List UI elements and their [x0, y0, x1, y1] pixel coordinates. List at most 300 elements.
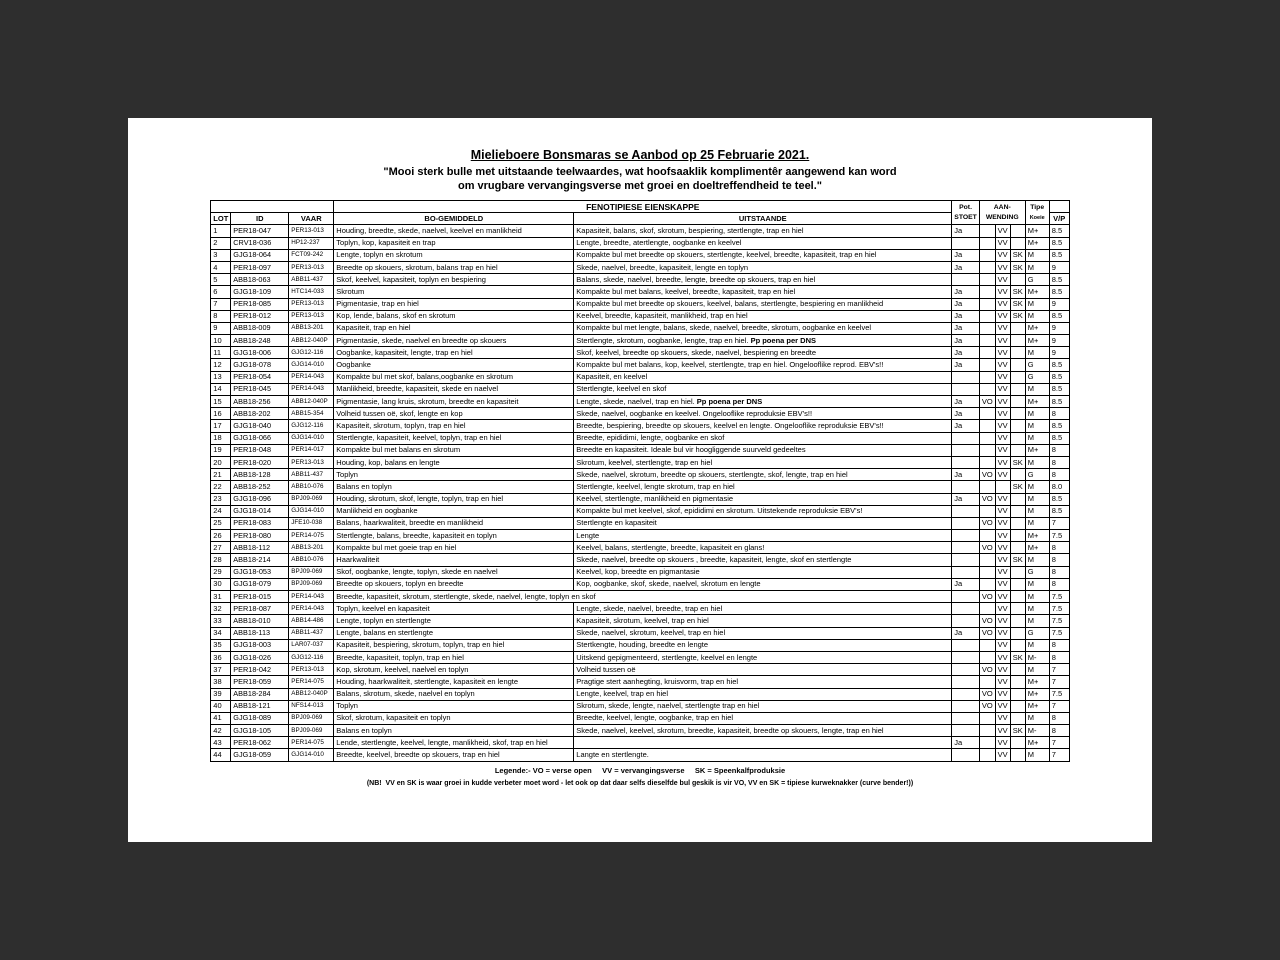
- tipe-koeie-cell: G: [1025, 274, 1049, 286]
- header-lot: LOT: [211, 213, 231, 225]
- lot-cell: 8: [211, 310, 231, 322]
- tipe-koeie-cell: G: [1025, 469, 1049, 481]
- id-cell: PER18-045: [231, 383, 289, 395]
- vp-cell: 8: [1049, 725, 1069, 737]
- uitstaande-text: Lengte, keelvel, trap en hiel: [576, 689, 669, 699]
- table-row: [211, 396, 1069, 408]
- id-cell: ABB18-252: [231, 481, 289, 493]
- vv-cell: VV: [995, 322, 1010, 334]
- vaar-cell: GJG12-116: [289, 651, 334, 663]
- bo-gemiddeld-cell: Volheid tussen oë, skof, lengte en kop: [334, 408, 574, 420]
- id-cell: PER18-085: [231, 298, 289, 310]
- vaar-cell: HP12-237: [289, 237, 334, 249]
- uitstaande-text: Stertlengte en kapasiteit: [576, 518, 657, 528]
- stoet-cell: [952, 554, 980, 566]
- table-row: [211, 249, 1069, 261]
- vo-cell: [979, 432, 995, 444]
- vv-cell: VV: [995, 286, 1010, 298]
- tipe-koeie-cell: M: [1025, 249, 1049, 261]
- uitstaande-text: Skede, naelvel, breedte op skouers , breedte, kapasiteit, lengte, skof en stertlengte: [576, 555, 852, 565]
- stoet-cell: [952, 651, 980, 663]
- header-uitstaande: UITSTAANDE: [574, 213, 952, 225]
- sk-cell: [1010, 627, 1025, 639]
- stoet-cell: [952, 237, 980, 249]
- sk-cell: [1010, 225, 1025, 237]
- vp-cell: 8.5: [1049, 493, 1069, 505]
- id-cell: GJG18-109: [231, 286, 289, 298]
- lot-cell: 37: [211, 664, 231, 676]
- vaar-cell: BPJ09-069: [289, 578, 334, 590]
- stoet-cell: Ja: [952, 249, 980, 261]
- vo-cell: [979, 225, 995, 237]
- sk-cell: [1010, 383, 1025, 395]
- vo-cell: VO: [979, 627, 995, 639]
- subtitle-line-2: om vrugbare vervangingsverse met groei en doeltreffendheid te teel.": [457, 180, 823, 192]
- bo-gemiddeld-cell: Lengte, toplyn en skrotum: [334, 249, 574, 261]
- bo-gemiddeld-cell: Breedte op skouers, toplyn en breedte: [334, 578, 574, 590]
- uitstaande-text: Kapasiteit, en keelvel: [576, 372, 648, 382]
- vaar-cell: GJG14-010: [289, 505, 334, 517]
- uitstaande-cell: [574, 322, 952, 334]
- stoet-cell: Ja: [952, 578, 980, 590]
- sk-cell: [1010, 615, 1025, 627]
- vaar-cell: BPJ09-069: [289, 566, 334, 578]
- table-row: [211, 664, 1069, 676]
- stoet-cell: [952, 603, 980, 615]
- id-cell: GJG18-059: [231, 749, 289, 761]
- id-cell: PER18-080: [231, 530, 289, 542]
- legend: Legende:- VO = verse open VV = vervangingsverse SK = Speenkalfproduksie: [494, 765, 786, 775]
- table-row: [211, 359, 1069, 371]
- vaar-cell: PER13-013: [289, 261, 334, 273]
- uitstaande-cell: [574, 261, 952, 273]
- sk-cell: [1010, 517, 1025, 529]
- lot-cell: 42: [211, 725, 231, 737]
- uitstaande-cell: [574, 274, 952, 286]
- table-row: [211, 627, 1069, 639]
- table-row: [211, 371, 1069, 383]
- vaar-cell: GJG14-010: [289, 359, 334, 371]
- vaar-cell: PER14-043: [289, 603, 334, 615]
- sk-cell: SK: [1010, 651, 1025, 663]
- uitstaande-cell: [574, 517, 952, 529]
- vp-cell: 8: [1049, 444, 1069, 456]
- uitstaande-cell: [574, 469, 952, 481]
- bo-gemiddeld-cell: Balans en toplyn: [334, 725, 574, 737]
- table-row: [211, 237, 1069, 249]
- vo-cell: [979, 371, 995, 383]
- lot-cell: 17: [211, 420, 231, 432]
- vp-cell: 8.5: [1049, 383, 1069, 395]
- sk-cell: [1010, 530, 1025, 542]
- vv-cell: VV: [995, 627, 1010, 639]
- uitstaande-text: Skede, naelvel, skrotum, breedte op skouers, stertlengte, skof, lengte, trap en hiel: [576, 469, 848, 479]
- id-cell: PER18-012: [231, 310, 289, 322]
- vp-cell: 9: [1049, 347, 1069, 359]
- sk-cell: [1010, 420, 1025, 432]
- vaar-cell: PER13-013: [289, 298, 334, 310]
- id-cell: ABB18-202: [231, 408, 289, 420]
- id-cell: PER18-097: [231, 261, 289, 273]
- vaar-cell: NFS14-013: [289, 700, 334, 712]
- tipe-koeie-cell: M: [1025, 591, 1049, 603]
- sk-cell: [1010, 408, 1025, 420]
- uitstaande-cell: [574, 725, 952, 737]
- vp-cell: 8.5: [1049, 505, 1069, 517]
- uitstaande-cell: [574, 249, 952, 261]
- vv-cell: VV: [995, 310, 1010, 322]
- vv-cell: VV: [995, 274, 1010, 286]
- bo-gemiddeld-cell: Breedte, kapasiteit, toplyn, trap en hiel: [334, 651, 574, 663]
- vv-cell: VV: [995, 359, 1010, 371]
- lot-cell: 5: [211, 274, 231, 286]
- vaar-cell: PER13-013: [289, 310, 334, 322]
- vaar-cell: GJG12-116: [289, 420, 334, 432]
- vo-cell: [979, 749, 995, 761]
- lot-cell: 16: [211, 408, 231, 420]
- lot-cell: 15: [211, 396, 231, 408]
- vaar-cell: LAR07-037: [289, 639, 334, 651]
- sk-cell: [1010, 664, 1025, 676]
- uitstaande-cell: [574, 396, 952, 408]
- bo-gemiddeld-cell: Stertlengte, kapasiteit, keelvel, toplyn, trap en hiel: [334, 432, 574, 444]
- tipe-koeie-cell: M+: [1025, 737, 1049, 749]
- sk-cell: [1010, 347, 1025, 359]
- lot-cell: 33: [211, 615, 231, 627]
- vaar-cell: PER14-075: [289, 737, 334, 749]
- vv-cell: VV: [995, 408, 1010, 420]
- stoet-label: STOET: [954, 213, 977, 221]
- vv-cell: VV: [995, 566, 1010, 578]
- table-row: [211, 578, 1069, 590]
- phenotype-table: [210, 200, 1069, 762]
- id-cell: ABB18-113: [231, 627, 289, 639]
- uitstaande-text: Keelvel, kop, breedte en pigmantasie: [576, 567, 700, 577]
- table-row: [211, 530, 1069, 542]
- vaar-cell: GJG14-010: [289, 432, 334, 444]
- vo-cell: [979, 335, 995, 347]
- uitstaande-text: Langte en stertlengte.: [576, 750, 649, 760]
- stoet-cell: [952, 542, 980, 554]
- sk-cell: SK: [1010, 298, 1025, 310]
- lot-cell: 24: [211, 505, 231, 517]
- uitstaande-text: Kompakte bul met lengte, balans, skede, naelvel, breedte, skrotum, oogbanke en keelvel: [576, 323, 872, 333]
- vaar-cell: ABB11-437: [289, 274, 334, 286]
- table-row: [211, 420, 1069, 432]
- bo-gemiddeld-cell: Pigmentasie, lang kruis, skrotum, breedte en kapasiteit: [334, 396, 574, 408]
- lot-cell: 19: [211, 444, 231, 456]
- vv-cell: VV: [995, 639, 1010, 651]
- vo-cell: [979, 274, 995, 286]
- sk-cell: [1010, 676, 1025, 688]
- vv-cell: VV: [995, 530, 1010, 542]
- vv-cell: VV: [995, 664, 1010, 676]
- uitstaande-cell: [574, 664, 952, 676]
- vv-cell: [995, 481, 1010, 493]
- tipe-koeie-cell: M+: [1025, 530, 1049, 542]
- vo-cell: [979, 298, 995, 310]
- table-row: [211, 542, 1069, 554]
- table-row: [211, 725, 1069, 737]
- header-spacer: [211, 201, 334, 213]
- vo-cell: [979, 249, 995, 261]
- vo-cell: [979, 322, 995, 334]
- vaar-cell: FCT09-242: [289, 249, 334, 261]
- id-cell: GJG18-105: [231, 725, 289, 737]
- bo-gemiddeld-cell: Kapasiteit, trap en hiel: [334, 322, 574, 334]
- vp-cell: 9: [1049, 322, 1069, 334]
- vp-cell: 8: [1049, 651, 1069, 663]
- table-row: [211, 481, 1069, 493]
- lot-cell: 22: [211, 481, 231, 493]
- uitstaande-text: Breedte, bespiering, breedte op skouers, keelvel en lengte. Ongelooflike reproduksie EBV's!!: [576, 420, 884, 430]
- vo-cell: VO: [979, 493, 995, 505]
- vv-cell: VV: [995, 591, 1010, 603]
- sk-cell: [1010, 578, 1025, 590]
- bo-gemiddeld-cell: Lengte, balans en stertlengte: [334, 627, 574, 639]
- vp-cell: 8.5: [1049, 396, 1069, 408]
- bo-gemiddeld-cell: Stertlengte, balans, breedte, kapasiteit en toplyn: [334, 530, 574, 542]
- uitstaande-cell: [574, 432, 952, 444]
- table-row: [211, 432, 1069, 444]
- bo-gemiddeld-cell: Houding, kop, balans en lengte: [334, 456, 574, 468]
- subtitle-line-1: "Mooi sterk bulle met uitstaande teelwaardes, wat hoofsaaklik komplimentêr aangewend kan word: [383, 166, 897, 178]
- lot-cell: 1: [211, 225, 231, 237]
- id-cell: PER18-020: [231, 456, 289, 468]
- pot-label: Pot.: [959, 203, 972, 211]
- table-row: [211, 469, 1069, 481]
- uitstaande-text: Kompakte bul met keelvel, skof, epididimi en skrotum. Uitstekende reproduksie EBV's!: [576, 506, 863, 516]
- vv-cell: VV: [995, 578, 1010, 590]
- stoet-cell: [952, 274, 980, 286]
- lot-cell: 32: [211, 603, 231, 615]
- uitstaande-cell: [574, 237, 952, 249]
- tipe-label: Tipe: [1030, 203, 1045, 211]
- bo-gemiddeld-cell: Oogbanke, kapasiteit, lengte, trap en hiel: [334, 347, 574, 359]
- stoet-cell: [952, 371, 980, 383]
- stoet-cell: Ja: [952, 359, 980, 371]
- id-cell: PER18-047: [231, 225, 289, 237]
- vv-cell: VV: [995, 444, 1010, 456]
- tipe-koeie-cell: M+: [1025, 688, 1049, 700]
- bo-gemiddeld-cell: Manlikheid en oogbanke: [334, 505, 574, 517]
- uitstaande-cell: [574, 420, 952, 432]
- vo-cell: [979, 481, 995, 493]
- id-cell: PER18-048: [231, 444, 289, 456]
- stoet-cell: Ja: [952, 225, 980, 237]
- table-row: [211, 615, 1069, 627]
- sk-cell: [1010, 469, 1025, 481]
- vp-cell: 8: [1049, 578, 1069, 590]
- vv-cell: VV: [995, 749, 1010, 761]
- vp-cell: 7: [1049, 700, 1069, 712]
- uitstaande-cell: [574, 676, 952, 688]
- uitstaande-cell: [574, 347, 952, 359]
- vp-cell: 9: [1049, 298, 1069, 310]
- vaar-cell: ABB12-040P: [289, 396, 334, 408]
- lot-cell: 38: [211, 676, 231, 688]
- vp-cell: 7.5: [1049, 688, 1069, 700]
- vo-cell: [979, 456, 995, 468]
- vaar-cell: ABB13-201: [289, 542, 334, 554]
- uitstaande-text: Breedte, keelvel, lengte, oogbanke, trap en hiel: [576, 713, 734, 723]
- tipe-koeie-cell: M: [1025, 554, 1049, 566]
- sk-cell: [1010, 566, 1025, 578]
- lot-cell: 12: [211, 359, 231, 371]
- vp-cell: 8: [1049, 542, 1069, 554]
- lot-cell: 29: [211, 566, 231, 578]
- bo-gemiddeld-cell: Breedte op skouers, skrotum, balans trap en hiel: [334, 261, 574, 273]
- uitstaande-text: Stertkengte, houding, breedte en lengte: [576, 640, 709, 650]
- lot-cell: 28: [211, 554, 231, 566]
- uitstaande-cell: [574, 639, 952, 651]
- lot-cell: 2: [211, 237, 231, 249]
- id-cell: GJG18-014: [231, 505, 289, 517]
- tipe-koeie-cell: M+: [1025, 225, 1049, 237]
- table-row: [211, 261, 1069, 273]
- lot-cell: 7: [211, 298, 231, 310]
- id-cell: ABB18-063: [231, 274, 289, 286]
- vo-cell: VO: [979, 469, 995, 481]
- vo-cell: [979, 578, 995, 590]
- bo-gemiddeld-cell: Kapasiteit, skrotum, toplyn, trap en hiel: [334, 420, 574, 432]
- stoet-cell: Ja: [952, 420, 980, 432]
- vo-cell: [979, 286, 995, 298]
- tipe-koeie-cell: G: [1025, 627, 1049, 639]
- tipe-koeie-cell: M: [1025, 420, 1049, 432]
- stoet-cell: Ja: [952, 261, 980, 273]
- stoet-cell: [952, 432, 980, 444]
- tipe-koeie-cell: M-: [1025, 651, 1049, 663]
- vv-cell: VV: [995, 603, 1010, 615]
- vaar-cell: ABB11-437: [289, 469, 334, 481]
- uitstaande-text: Skrotum, skede, lengte, naelvel, stertlengte trap en hiel: [576, 701, 760, 711]
- tipe-koeie-cell: M: [1025, 578, 1049, 590]
- uitstaande-text: Breedte, epididimi, lengte, oogbanke en skof: [576, 433, 725, 443]
- tipe-koeie-cell: M: [1025, 493, 1049, 505]
- vv-cell: VV: [995, 432, 1010, 444]
- uitstaande-text: Skede, naelvel, keelvel, skrotum, breedte, kapasiteit, breedte op skouers, lengte, trap en hiel: [576, 725, 884, 735]
- stoet-cell: [952, 615, 980, 627]
- tipe-koeie-cell: M: [1025, 615, 1049, 627]
- id-cell: ABB18-112: [231, 542, 289, 554]
- bo-gemiddeld-cell: Balans, skrotum, skede, naelvel en toplyn: [334, 688, 574, 700]
- tipe-koeie-cell: M: [1025, 408, 1049, 420]
- uitstaande-text: Keelvel, breedte, kapasiteit, manlikheid, trap en hiel: [576, 311, 748, 321]
- vaar-cell: PER14-075: [289, 530, 334, 542]
- lot-cell: 25: [211, 517, 231, 529]
- vo-cell: [979, 408, 995, 420]
- lot-cell: 6: [211, 286, 231, 298]
- vp-cell: 8.5: [1049, 359, 1069, 371]
- sk-cell: [1010, 542, 1025, 554]
- id-cell: GJG18-066: [231, 432, 289, 444]
- vo-cell: VO: [979, 664, 995, 676]
- bo-gemiddeld-cell: Toplyn: [334, 700, 574, 712]
- uitstaande-cell: [574, 225, 952, 237]
- uitstaande-cell: [574, 371, 952, 383]
- lot-cell: 35: [211, 639, 231, 651]
- vv-cell: VV: [995, 383, 1010, 395]
- vaar-cell: ABB10-076: [289, 481, 334, 493]
- id-cell: ABB18-010: [231, 615, 289, 627]
- stoet-cell: [952, 444, 980, 456]
- lot-cell: 39: [211, 688, 231, 700]
- id-cell: PER18-042: [231, 664, 289, 676]
- vo-cell: [979, 237, 995, 249]
- id-cell: CRV18-036: [231, 237, 289, 249]
- tipe-koeie-cell: G: [1025, 359, 1049, 371]
- uitstaande-text: Lengte, breedte, atertlengte, oogbanke en keelvel: [576, 238, 742, 248]
- vo-cell: VO: [979, 542, 995, 554]
- vp-cell: 7.5: [1049, 603, 1069, 615]
- uitstaande-bold-note: Pp poena per DNS: [750, 335, 816, 345]
- vp-cell: 8.5: [1049, 371, 1069, 383]
- id-cell: GJG18-040: [231, 420, 289, 432]
- vp-cell: 8.0: [1049, 481, 1069, 493]
- lot-cell: 3: [211, 249, 231, 261]
- stoet-cell: Ja: [952, 347, 980, 359]
- tipe-koeie-cell: G: [1025, 371, 1049, 383]
- uitstaande-cell: [574, 651, 952, 663]
- vaar-cell: ABB11-437: [289, 627, 334, 639]
- lot-cell: 43: [211, 737, 231, 749]
- vp-cell: 8: [1049, 456, 1069, 468]
- vp-cell: 8.5: [1049, 310, 1069, 322]
- table-row: [211, 651, 1069, 663]
- bo-gemiddeld-cell: Kop, skrotum, keelvel, naelvel en toplyn: [334, 664, 574, 676]
- stoet-cell: [952, 725, 980, 737]
- vo-cell: [979, 261, 995, 273]
- bo-gemiddeld-cell: Kompakte bul met goeie trap en hiel: [334, 542, 574, 554]
- table-row: [211, 383, 1069, 395]
- bo-gemiddeld-cell: Manlikheid, breedte, kapasiteit, skede en naelvel: [334, 383, 574, 395]
- id-cell: PER18-059: [231, 676, 289, 688]
- vp-cell: 7: [1049, 517, 1069, 529]
- uitstaande-cell: [574, 359, 952, 371]
- uitstaande-cell: [574, 749, 952, 761]
- stoet-cell: [952, 676, 980, 688]
- sk-cell: [1010, 603, 1025, 615]
- uitstaande-cell: [574, 481, 952, 493]
- subtitle: [128, 165, 1152, 193]
- tipe-koeie-cell: M: [1025, 664, 1049, 676]
- lot-cell: 34: [211, 627, 231, 639]
- uitstaande-text: Kapasiteit, balans, skof, skrotum, bespiering, stertlengte, trap en hiel: [576, 225, 804, 235]
- bo-gemiddeld-cell: Lengte, toplyn en stertlengte: [334, 615, 574, 627]
- bo-gemiddeld-cell: Toplyn, keelvel en kapasiteit: [334, 603, 574, 615]
- vaar-cell: ABB10-076: [289, 554, 334, 566]
- tipe-koeie-cell: M: [1025, 712, 1049, 724]
- vp-cell: 8.5: [1049, 274, 1069, 286]
- bo-gemiddeld-cell: Breedte, keelvel, breedte op skouers, trap en hiel: [334, 749, 574, 761]
- table-row: [211, 603, 1069, 615]
- vaar-cell: BPJ09-069: [289, 493, 334, 505]
- vaar-cell: JFE10-038: [289, 517, 334, 529]
- sk-cell: [1010, 237, 1025, 249]
- uitstaande-cell: [574, 456, 952, 468]
- nb-note: (NB! VV en SK is waar groei in kudde verbeter moet word - let ook op dat daar selfs dieselfde bul geskik is vir VO, VV en SK = tipiese kurweknakker (curve bender!)): [366, 779, 914, 787]
- uitstaande-cell: [574, 493, 952, 505]
- lot-cell: 14: [211, 383, 231, 395]
- tipe-koeie-cell: G: [1025, 566, 1049, 578]
- stoet-cell: Ja: [952, 737, 980, 749]
- bo-gemiddeld-cell: Kompakte bul met balans en skrotum: [334, 444, 574, 456]
- uitstaande-text: Keelvel, stertlengte, manlikheid en pigmentasie: [576, 494, 734, 504]
- tipe-koeie-cell: M-: [1025, 725, 1049, 737]
- stoet-cell: [952, 688, 980, 700]
- bo-gemiddeld-cell: Lende, stertlengte, keelvel, lengte, manlikheid, skof, trap en hiel: [334, 737, 574, 749]
